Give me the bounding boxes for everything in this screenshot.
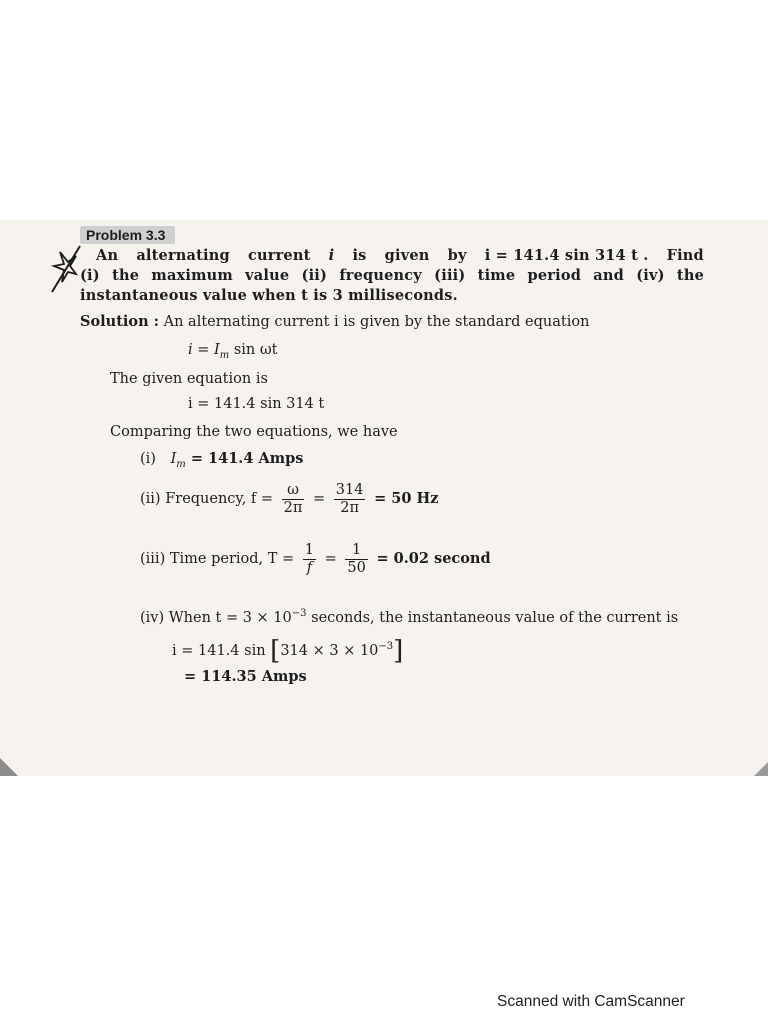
compare-text: Comparing the two equations, we have — [110, 424, 398, 440]
part-4-intro-b: seconds, the instantaneous value of the current is — [306, 609, 679, 626]
std-eq-lhs: i = I — [188, 342, 220, 358]
problem-tag: Problem 3.3 — [80, 226, 175, 244]
equation: i = 141.4 sin 314 t . — [484, 247, 649, 264]
std-eq-sub: m — [219, 349, 230, 361]
word: alternating — [136, 247, 230, 264]
bracket-right: ] — [393, 636, 404, 666]
word: given — [384, 247, 430, 264]
solution-intro: An alternating current i is given by the standard equation — [163, 314, 590, 330]
fraction-1-50 — [345, 542, 367, 576]
part-4-equation — [172, 636, 403, 666]
fraction-num: 1 — [345, 542, 367, 560]
fraction-num: ω — [282, 482, 305, 500]
part-2-label: (ii) Frequency, f = — [140, 491, 274, 508]
part-1-label: (i) — [140, 451, 156, 467]
word: Find — [666, 247, 704, 264]
part-3-label: (iii) Time period, T = — [140, 551, 295, 568]
part-1-rhs: = 141.4 Amps — [185, 450, 304, 467]
given-label: The given equation is — [110, 371, 268, 387]
part-3 — [140, 542, 491, 576]
page-shadow-right — [754, 762, 768, 776]
std-eq-rest: sin ωt — [229, 342, 278, 358]
part-4-eq-in: 314 × 3 × 10 — [280, 643, 379, 659]
page-shadow-left — [0, 758, 18, 776]
fraction-num: 1 — [304, 542, 315, 558]
word: by — [447, 247, 467, 264]
bracket-left: [ — [270, 636, 281, 666]
part-4-eq-a: i = 141.4 sin — [172, 643, 266, 659]
part-2-result: = 50 Hz — [374, 490, 439, 508]
fraction-omega — [282, 482, 305, 516]
part-1-sub: m — [176, 458, 186, 470]
part-3-result: = 0.02 second — [376, 550, 491, 568]
part-4-intro-a: (iv) When t = 3 × 10 — [140, 609, 292, 626]
part-4-eq-sup: −3 — [378, 641, 394, 653]
camscanner-watermark: Scanned with CamScanner — [497, 993, 685, 1010]
part-1 — [140, 450, 303, 470]
part-4-intro-sup: −3 — [291, 608, 307, 619]
word: is — [352, 247, 367, 264]
given-equation: i = 141.4 sin 314 t — [188, 396, 325, 412]
part-2 — [140, 482, 438, 516]
word: current — [247, 247, 311, 264]
equals: = — [324, 551, 337, 568]
part-4-result: = 114.35 Amps — [184, 668, 307, 685]
solution-label: Solution : — [80, 313, 160, 330]
part-4-intro — [140, 608, 678, 626]
fraction-1-f — [303, 542, 316, 576]
statement-line-3: instantaneous value when t is 3 milliseconds. — [80, 287, 458, 304]
word: i — [328, 247, 335, 264]
part-1-lhs: I — [170, 451, 177, 467]
fraction-den: 50 — [347, 559, 366, 576]
word: An — [96, 247, 119, 264]
fraction-den: 2π — [283, 499, 303, 516]
fraction-den: 2π — [340, 499, 360, 516]
statement-line-2: (i) the maximum value (ii) frequency (iii) time period and (iv) the — [80, 267, 704, 284]
solution-intro-line — [80, 313, 589, 330]
equals: = — [313, 491, 326, 508]
fraction-314 — [334, 482, 366, 516]
statement-line-1 — [80, 247, 704, 264]
fraction-num: 314 — [335, 482, 364, 498]
standard-equation — [188, 342, 278, 361]
fraction-den: f — [306, 559, 313, 576]
